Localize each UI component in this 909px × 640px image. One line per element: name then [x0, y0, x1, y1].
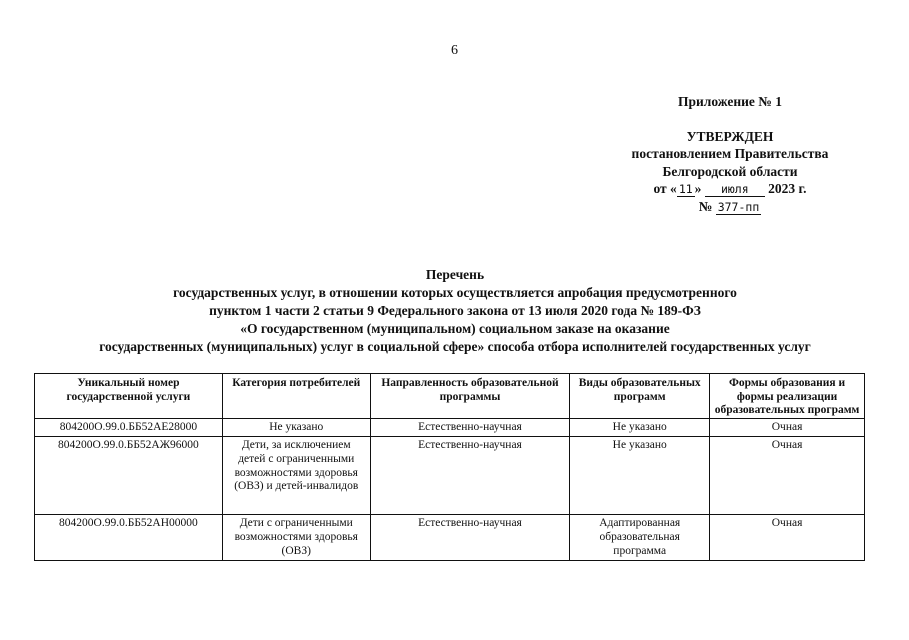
header-education-forms: Формы образования и формы реализации образовательных программ [710, 374, 865, 419]
cell-consumer-category: Дети, за исключением детей с ограниченными возможностями здоровья (ОВЗ) и детей-инвалидов [222, 437, 370, 515]
cell-program-focus: Естественно-научная [370, 515, 570, 561]
title-line-5: государственных (муниципальных) услуг в социальной сфере» способа отбора исполнителей государственных услуг [99, 339, 811, 354]
cell-program-focus: Естественно-научная [370, 437, 570, 515]
cell-education-forms: Очная [710, 515, 865, 561]
header-program-types: Виды образовательных программ [570, 374, 710, 419]
approval-number [600, 198, 860, 216]
appendix-label: Приложение № 1 [678, 94, 782, 109]
number-value: 377-пп [717, 199, 760, 214]
date-day: 11 [678, 182, 693, 196]
approval-stamp [600, 93, 860, 215]
date-year: 2023 г. [768, 181, 807, 196]
title-line-4: «О государственном (муниципальном) социальном заказе на оказание [240, 321, 670, 336]
title-line-1: Перечень [425, 267, 485, 282]
services-table [34, 373, 865, 561]
cell-program-types: Не указано [570, 437, 710, 515]
cell-consumer-category: Не указано [222, 418, 370, 437]
document-title [30, 266, 880, 356]
date-prefix: от « [653, 181, 677, 196]
cell-education-forms: Очная [710, 418, 865, 437]
page-number: 6 [451, 43, 458, 58]
date-month: июля [705, 182, 765, 197]
header-program-focus: Направленность образовательной программы [370, 374, 570, 419]
table-row [35, 515, 865, 561]
approval-date [600, 180, 860, 198]
table-row [35, 437, 865, 515]
cell-program-types: Адаптированная образовательная программа [570, 515, 710, 561]
header-consumer-category: Категория потребителей [222, 374, 370, 419]
cell-program-focus: Естественно-научная [370, 418, 570, 437]
cell-program-types: Не указано [570, 418, 710, 437]
cell-service-number: 804200О.99.0.ББ52АЕ28000 [35, 418, 223, 437]
approval-line-1: постановлением Правительства [631, 146, 829, 161]
cell-service-number: 804200О.99.0.ББ52АН00000 [35, 515, 223, 561]
cell-consumer-category: Дети с ограниченными возможностями здоровья (ОВЗ) [222, 515, 370, 561]
cell-service-number: 804200О.99.0.ББ52АЖ96000 [35, 437, 223, 515]
approval-line-2: Белгородской области [662, 163, 798, 179]
table-row [35, 418, 865, 437]
title-line-2: государственных услуг, в отношении которых осуществляется апробация предусмотренного [173, 285, 737, 300]
header-service-number: Уникальный номер государственной услуги [35, 374, 223, 419]
number-prefix: № [698, 198, 713, 214]
table-header-row [35, 374, 865, 419]
date-mid: » [694, 181, 702, 196]
title-line-3: пунктом 1 части 2 статьи 9 Федерального закона от 13 июля 2020 года № 189-ФЗ [209, 303, 701, 318]
approved-label: УТВЕРЖДЕН [686, 128, 774, 144]
cell-education-forms: Очная [710, 437, 865, 515]
